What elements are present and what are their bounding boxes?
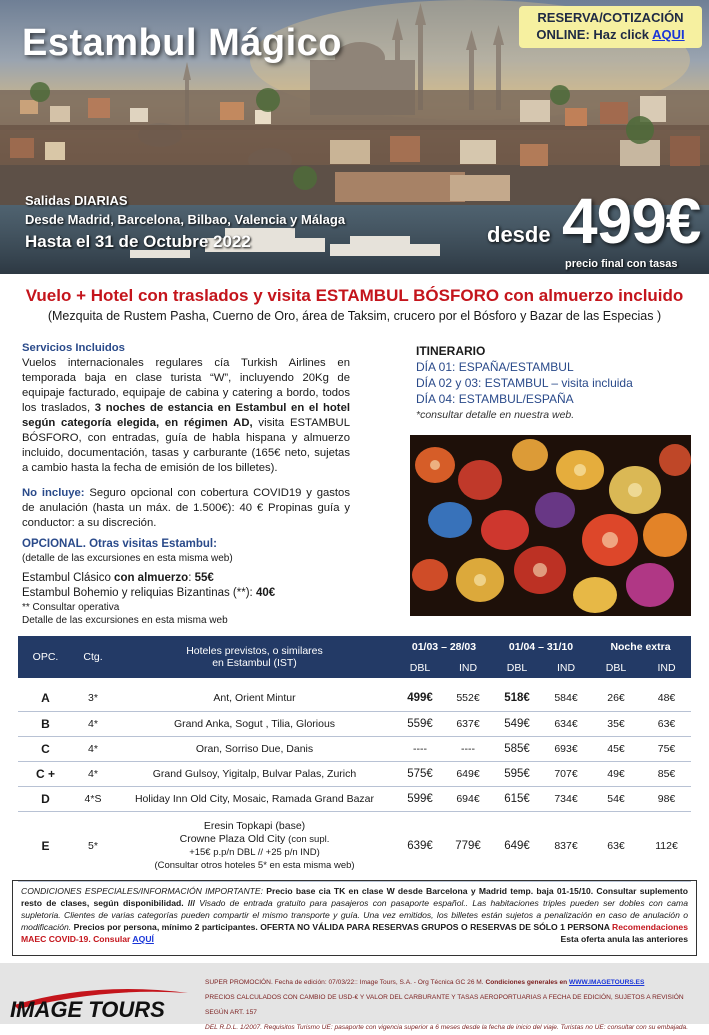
cell-price: ----	[444, 736, 492, 761]
cell-ctg: 4*S	[73, 786, 113, 811]
col-dbl: DBL	[396, 658, 444, 678]
table-row	[18, 811, 691, 881]
cell-hotels: Ant, Orient Mintur	[113, 686, 396, 711]
col-ind: IND	[542, 658, 590, 678]
optional-item-1-sep: :	[188, 572, 195, 584]
cell-price: 112€	[642, 811, 691, 881]
cell-price: ----	[396, 736, 444, 761]
cell-price: 63€	[642, 711, 691, 736]
optional-footnote-2: Detalle de las excursiones en esta misma web	[22, 615, 228, 626]
optional-item-2-price: 40€	[255, 587, 276, 599]
hotel-line	[113, 833, 396, 846]
cell-price: 779€	[444, 811, 492, 881]
excluded-body: Seguro opcional con cobertura COVID19 y gastos de anulación (hasta un máx. de 1.500€): 40 € Propinas guía y conductor: a su discreción.	[22, 487, 350, 529]
cell-ctg: 4*	[73, 711, 113, 736]
departures-frequency: Salidas DIARIAS	[25, 193, 128, 208]
cell-price: 639€	[396, 811, 444, 881]
price-note: precio final con tasas	[565, 258, 678, 270]
cell-price: 54€	[590, 786, 642, 811]
departure-cities: Desde Madrid, Barcelona, Bilbao, Valencia y Málaga	[25, 212, 346, 227]
optional-item-1-lunch: con almuerzo	[114, 572, 189, 584]
cell-price: 649€	[444, 761, 492, 786]
covid-link[interactable]: AQUÍ	[132, 934, 154, 944]
cell-price: 75€	[642, 736, 691, 761]
col-period-2: 01/04 – 31/10	[492, 636, 590, 658]
image-tours-logo	[6, 985, 196, 1022]
hotel-supplement: (con supl.	[288, 834, 330, 845]
footer-conditions-label: Condiciones generales en	[485, 979, 570, 986]
cell-ctg: 4*	[73, 736, 113, 761]
included-text	[22, 356, 350, 476]
footer-legal	[205, 975, 700, 1035]
cell-price: 693€	[542, 736, 590, 761]
cell-opc: A	[18, 686, 73, 711]
conditions-text-3: Precios por persona, mínimo 2 participantes. OFERTA NO VÁLIDA PARA RESERVAS GRUPOS O RESERVAS DE SÓLO 1 PERSONA	[71, 922, 613, 932]
covid-recommendations: Recomendaciones MAEC COVID-19. Consular	[21, 922, 688, 944]
booking-line2	[519, 26, 702, 43]
footer-line-1	[205, 975, 700, 990]
cell-price: 734€	[542, 786, 590, 811]
cell-opc: E	[18, 811, 73, 881]
conditions-box	[12, 880, 697, 956]
col-extra-night: Noche extra	[590, 636, 691, 658]
cell-price: 837€	[542, 811, 590, 881]
col-hotels	[113, 636, 396, 678]
footer-line-3: DEL R.D.L. 1/2007. Requisitos Turismo UE: pasaporte con vigencia superior a 6 meses desde la fecha de inicio del viaje. Turistas no UE: consultar con su embajada.	[205, 1024, 689, 1031]
itinerary	[416, 343, 696, 423]
footer	[0, 963, 709, 1031]
col-ctg: Ctg.	[73, 636, 113, 678]
turkish-lamps-image	[410, 435, 691, 616]
table-row	[18, 786, 691, 811]
hotel-line: Eresin Topkapi (base)	[203, 820, 306, 832]
cell-price: 49€	[590, 761, 642, 786]
col-dbl: DBL	[492, 658, 542, 678]
conditions-text-1: Precio base cia TK en clase W desde Barcelona y Madrid temp. baja 01-15/10. Consultar suplemento resto de clases, según disponibilidad. ///	[21, 886, 688, 908]
cell-ctg: 3*	[73, 686, 113, 711]
cell-ctg: 5*	[73, 811, 113, 881]
table-row	[18, 686, 691, 711]
cell-price: 518€	[492, 686, 542, 711]
cell-price: 637€	[444, 711, 492, 736]
optional-item-1-price: 55€	[194, 572, 214, 584]
optional-item-1-name: Estambul Clásico	[22, 572, 115, 584]
logo-text: IMAGE TOURS	[10, 997, 165, 1022]
cell-price: 499€	[396, 686, 444, 711]
cell-price: 559€	[396, 711, 444, 736]
price-from-label: desde	[487, 222, 551, 247]
cell-opc: D	[18, 786, 73, 811]
cell-price: 575€	[396, 761, 444, 786]
cell-price: 634€	[542, 711, 590, 736]
included-title: Servicios Incluidos	[22, 342, 125, 354]
included-text-b: visita ESTAMBUL BÓSFORO, con entradas, guía de habla hispana y almuerzo incluido, documentación, tasas y carburante (165€ neto, sujetas a cambio hasta la fecha de emisión de los billetes).	[22, 417, 350, 474]
excluded-text	[22, 486, 350, 531]
col-hotels-l2: en Estambul (IST)	[212, 657, 297, 669]
cell-hotels: Oran, Sorriso Due, Danis	[113, 736, 396, 761]
booking-label: ONLINE: Haz click	[536, 27, 653, 42]
cell-price: 694€	[444, 786, 492, 811]
cell-price: 26€	[590, 686, 642, 711]
hero-banner	[0, 0, 709, 274]
optional-note: (detalle de las excursiones en esta misma web)	[22, 553, 233, 564]
hotel-line: +15€ p.p/n DBL // +25 p/n IND)	[189, 847, 320, 858]
cell-price: 48€	[642, 686, 691, 711]
booking-link[interactable]: AQUI	[652, 27, 685, 42]
cell-hotels: Grand Anka, Sogut , Tilia, Glorious	[113, 711, 396, 736]
col-ind: IND	[444, 658, 492, 678]
cell-price: 615€	[492, 786, 542, 811]
col-ind: IND	[642, 658, 691, 678]
optional-footnote-1: ** Consultar operativa	[22, 602, 120, 613]
cell-price: 35€	[590, 711, 642, 736]
offer-cancels-previous: Esta oferta anula las anteriores	[560, 934, 688, 944]
footer-edition: SUPER PROMOCIÓN. Fecha de edición: 07/03/22:: Image Tours, S.A. - Org Técnica GC 26 M.	[205, 979, 486, 986]
headline-price: 499€	[562, 185, 701, 257]
cell-price: 552€	[444, 686, 492, 711]
excluded-title: No incluye:	[22, 487, 85, 499]
conditions-text-2: Visado de entrada gratuito para pasajeros con pasaporte español.. Las habitaciones triples pueden ser dobles con cama supletoria. Clientes de varias categorías pueden compartir el mismo transporte y guía. Una vez emitidos, los billetes están sujetos a penalización en caso de anulación o modificación.	[21, 898, 688, 932]
included-text-a: Vuelos internacionales regulares cía Turkish Airlines en temporada baja en clase turista “W”, incluyendo 20Kg de equipaje facturado, equipaje de cabina y catering a bordo, todos los traslados,	[22, 357, 350, 414]
cell-opc: B	[18, 711, 73, 736]
col-hotels-l1: Hoteles previstos, o similares	[186, 645, 323, 657]
itinerary-day: DÍA 02 y 03: ESTAMBUL – visita incluida	[416, 376, 633, 390]
col-period-1: 01/03 – 28/03	[396, 636, 492, 658]
cell-price: 585€	[492, 736, 542, 761]
cell-hotels: Holiday Inn Old City, Mosaic, Ramada Grand Bazar	[113, 786, 396, 811]
services-column	[22, 341, 350, 627]
cell-price: 707€	[542, 761, 590, 786]
cell-price: 649€	[492, 811, 542, 881]
table-row	[18, 736, 691, 761]
optional-item-1	[22, 571, 350, 586]
itinerary-note: *consultar detalle en nuestra web.	[416, 409, 575, 421]
optional-title: OPCIONAL. Otras visitas Estambul:	[22, 538, 217, 550]
cell-ctg: 4*	[73, 761, 113, 786]
page-title: Estambul Mágico	[22, 22, 342, 64]
cell-price: 549€	[492, 711, 542, 736]
offer-headline: Vuelo + Hotel con traslados y visita ESTAMBUL BÓSFORO con almuerzo incluido	[25, 286, 684, 305]
included-text-bold: 3 noches de estancia en Estambul en el hotel según categoría elegida, en régimen AD,	[22, 402, 350, 429]
website-link[interactable]: WWW.IMAGETOURS.ES	[569, 979, 645, 986]
booking-line1: RESERVA/COTIZACIÓN	[537, 10, 684, 25]
cell-hotels	[113, 811, 396, 881]
valid-until: Hasta el 31 de Octubre 2022	[25, 232, 251, 251]
table-row	[18, 761, 691, 786]
cell-price: 85€	[642, 761, 691, 786]
col-opc: OPC.	[18, 636, 73, 678]
cell-opc: C +	[18, 761, 73, 786]
cell-price: 595€	[492, 761, 542, 786]
footer-line-2: PRECIOS CALCULADOS CON CAMBIO DE USD-€ Y VALOR DEL CARBURANTE Y TASAS AEROPORTUARIAS A FECHA DE EDICIÓN, SUJETOS A REVISIÓN SEGÚN ART. 157	[205, 994, 684, 1016]
price-table	[18, 636, 691, 882]
itinerary-day: DÍA 01: ESPAÑA/ESTAMBUL	[416, 360, 574, 374]
cell-opc: C	[18, 736, 73, 761]
cell-price: 45€	[590, 736, 642, 761]
hotel-name: Crowne Plaza Old City	[179, 833, 289, 845]
col-dbl: DBL	[590, 658, 642, 678]
conditions-label: CONDICIONES ESPECIALES/INFORMACIÓN IMPORTANTE:	[21, 886, 264, 896]
itinerary-day: DÍA 04: ESTAMBUL/ESPAÑA	[416, 392, 574, 406]
offer-subline: (Mezquita de Rustem Pasha, Cuerno de Oro, área de Taksim, crucero por el Bósforo y Bazar de las Especias )	[47, 309, 662, 323]
optional-item-2	[22, 586, 350, 601]
cell-hotels: Grand Gulsoy, Yigitalp, Bulvar Palas, Zurich	[113, 761, 396, 786]
booking-box	[519, 6, 702, 48]
optional-item-2-name: Estambul Bohemio y reliquias Bizantinas (**):	[22, 587, 256, 599]
hotel-line: (Consultar otros hoteles 5* en esta misma web)	[154, 860, 355, 871]
logo-swoosh-icon	[6, 985, 196, 1022]
itinerary-title: ITINERARIO	[416, 344, 486, 358]
table-row	[18, 711, 691, 736]
cell-price: 599€	[396, 786, 444, 811]
cell-price: 584€	[542, 686, 590, 711]
cell-price: 98€	[642, 786, 691, 811]
cell-price: 63€	[590, 811, 642, 881]
